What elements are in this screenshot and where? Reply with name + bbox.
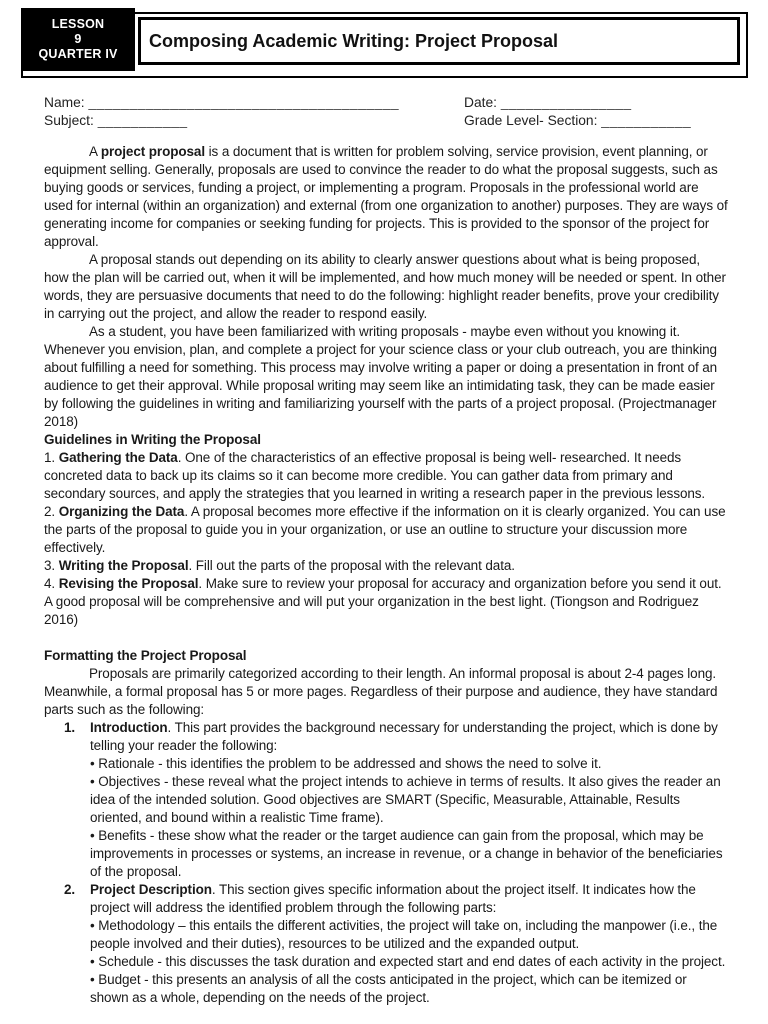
guideline-item: 4. Revising the Proposal. Make sure to review your proposal for accuracy and organization before you send it out. A good proposal will be comprehensive and will put your organization in the best light. (Tiongson and Rodriguez 2016) (44, 576, 722, 627)
guideline-item: 1. Gathering the Data. One of the characteristics of an effective proposal is being well- researched. It needs concreted data to back up its claims so it can become more credible. You can gather data from primary and secondary sources, and apply the strategies that you learned in writing a research paper in the previous lessons. (44, 450, 706, 501)
date-label: Date: (464, 95, 497, 110)
guideline-item: 3. Writing the Proposal. Fill out the parts of the proposal with the relevant data. (44, 558, 515, 573)
subject-field (44, 112, 464, 130)
bullet-item: • Methodology – this entails the different activities, the project will take on, including the manpower (i.e., the people involved and their duties), resources to be utilized and the expanded output. (90, 918, 718, 951)
bullet-item: • Schedule - this discusses the task duration and expected start and end dates of each activity in the project. (90, 954, 726, 969)
subject-blank-line: ___________ (97, 113, 188, 128)
bullet-item: • Benefits - these show what the reader or the target audience can gain from the proposal, which may be improvements in processes or systems, an increase in revenue, or a change in behavior of the beneficiaries of the proposal. (90, 828, 723, 879)
name-field (44, 94, 464, 112)
quarter-label: QUARTER IV (38, 47, 118, 61)
student-info-fields (44, 94, 728, 130)
name-label: Name: (44, 95, 85, 110)
lesson-label: LESSON (51, 17, 105, 31)
numbered-item (44, 719, 728, 755)
list-item-text: Project Description. This section gives specific information about the project itself. It indicates how the project will address the identified problem through the following parts: (90, 882, 696, 915)
lesson-header (19, 8, 748, 78)
name-blank-line: ______________________________________ (88, 95, 400, 110)
document-title-box (138, 17, 740, 65)
date-field (464, 94, 728, 112)
paragraph: As a student, you have been familiarized with writing proposals - maybe even without you knowing it. Whenever you envision, plan, and complete a project for your science class or your club outreach, you are thinking about fulfilling a need for something. This process may involve writing a paper or doing a presentation in front of an audience to get their approval. While proposal writing may seem like an intimidating task, they can be made easier by following the guidelines in writing and familiarizing yourself with the parts of a project proposal. (Projectmanager 2018) (44, 324, 718, 429)
lesson-badge (21, 8, 135, 71)
paragraph: Proposals are primarily categorized according to their length. An informal proposal is about 2-4 pages long. Meanwhile, a formal proposal has 5 or more pages. Regardless of their purpose and audience, they have standard parts such as the following: (44, 666, 718, 717)
guideline-item: 2. Organizing the Data. A proposal becomes more effective if the information on it is clearly organized. You can use the parts of the proposal to guide you in your organization, or use an outline to structure your discussion more effectively. (44, 504, 726, 555)
document-body (44, 143, 728, 1007)
grade-section-label: Grade Level- Section: (464, 113, 598, 128)
list-item-text: Introduction. This part provides the background necessary for understanding the project, which is done by telling your reader the following: (90, 720, 718, 753)
bullet-item: • Rationale - this identifies the problem to be addressed and shows the need to solve it. (90, 756, 602, 771)
section-heading: Guidelines in Writing the Proposal (44, 432, 261, 447)
bullet-item: • Budget - this presents an analysis of all the costs anticipated in the project, which can be itemized or shown as a whole, depending on the needs of the project. (90, 972, 687, 1005)
date-blank-line: ________________ (500, 95, 632, 110)
paragraph: A project proposal is a document that is written for problem solving, service provision, event planning, or equipment selling. Generally, proposals are used to convince the reader to do what the proposal suggests, such as buying goods or services, funding a project, or implementing a program. Proposals in the professional world are used for internal (within an organization) and external (from one organization to another) purposes. They are ways of generating income for companies or seeking funding for projects. This is provided to the sponsor of the project for approval. (44, 144, 728, 249)
section-heading: Formatting the Project Proposal (44, 648, 247, 663)
field-row-1 (44, 94, 728, 112)
list-number: 2. (64, 882, 76, 897)
spacer (44, 629, 728, 647)
page-title: Composing Academic Writing: Project Proposal (149, 30, 559, 51)
bullet-item: • Objectives - these reveal what the project intends to achieve in terms of results. It also gives the reader an idea of the intended solution. Good objectives are SMART (Specific, Measurable, Attainable, Results oriented, and bound within a realistic Time frame). (90, 774, 721, 825)
paragraph: A proposal stands out depending on its ability to clearly answer questions about what is being proposed, how the plan will be carried out, when it will be implemented, and how much money will be needed or spent. In other words, they are persuasive documents that need to do the following: highlight reader benefits, prove your credibility in carrying out the project, and allow the reader to respond easily. (44, 252, 726, 321)
field-row-2 (44, 112, 728, 130)
grade-section-blank-line: ___________ (601, 113, 692, 128)
numbered-item (44, 881, 728, 917)
list-number: 1. (64, 720, 76, 735)
subject-label: Subject: (44, 113, 94, 128)
grade-section-field (464, 112, 728, 130)
lesson-number: 9 (74, 32, 82, 46)
